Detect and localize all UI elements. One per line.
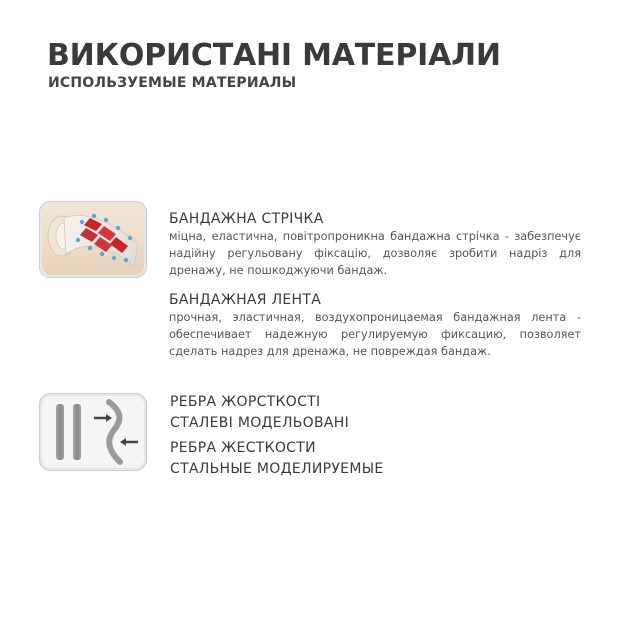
steel-ribs-line1-ua: РЕБРА ЖОРСТКОСТІ [170, 394, 321, 410]
steel-ribs-line1-ru: РЕБРА ЖЕСТКОСТИ [170, 440, 316, 456]
bandage-tape-ru [169, 291, 581, 360]
bandage-tape-title-ru: БАНДАЖНАЯ ЛЕНТА [169, 292, 322, 308]
bandage-tape-desc-ru: прочная, эластичная, воздухопроницаемая бандажная лента - обеспечивает надежную регулируемую фиксацию, позволяет сделать надрез для дренажа, не повреждая бандаж. [169, 311, 581, 358]
steel-ribs-icon [42, 396, 144, 468]
steel-ribs-line2-ru: СТАЛЬНЫЕ МОДЕЛИРУЕМЫЕ [170, 461, 384, 477]
page-title: ВИКОРИСТАНІ МАТЕРІАЛИ [47, 38, 501, 73]
steel-ribs-line2-ua: СТАЛЕВІ МОДЕЛЬОВАНІ [170, 415, 350, 431]
bandage-tape-icon [42, 204, 144, 275]
bandage-tape-title-ua: БАНДАЖНА СТРІЧКА [169, 211, 324, 227]
bandage-tape-desc-ua: міцна, еластична, повітропроникна бандажна стрічка - забезпечує надійну регульовану фіксацію, дозволяє зробити надріз для дренажу, не пошкоджуючи бандаж. [169, 230, 581, 277]
bandage-tape-ua [169, 210, 581, 279]
page-subtitle: ИСПОЛЬЗУЕМЫЕ МАТЕРИАЛЫ [48, 75, 297, 91]
bandage-tape-thumbnail [39, 201, 147, 278]
steel-ribs-thumbnail [39, 393, 147, 471]
